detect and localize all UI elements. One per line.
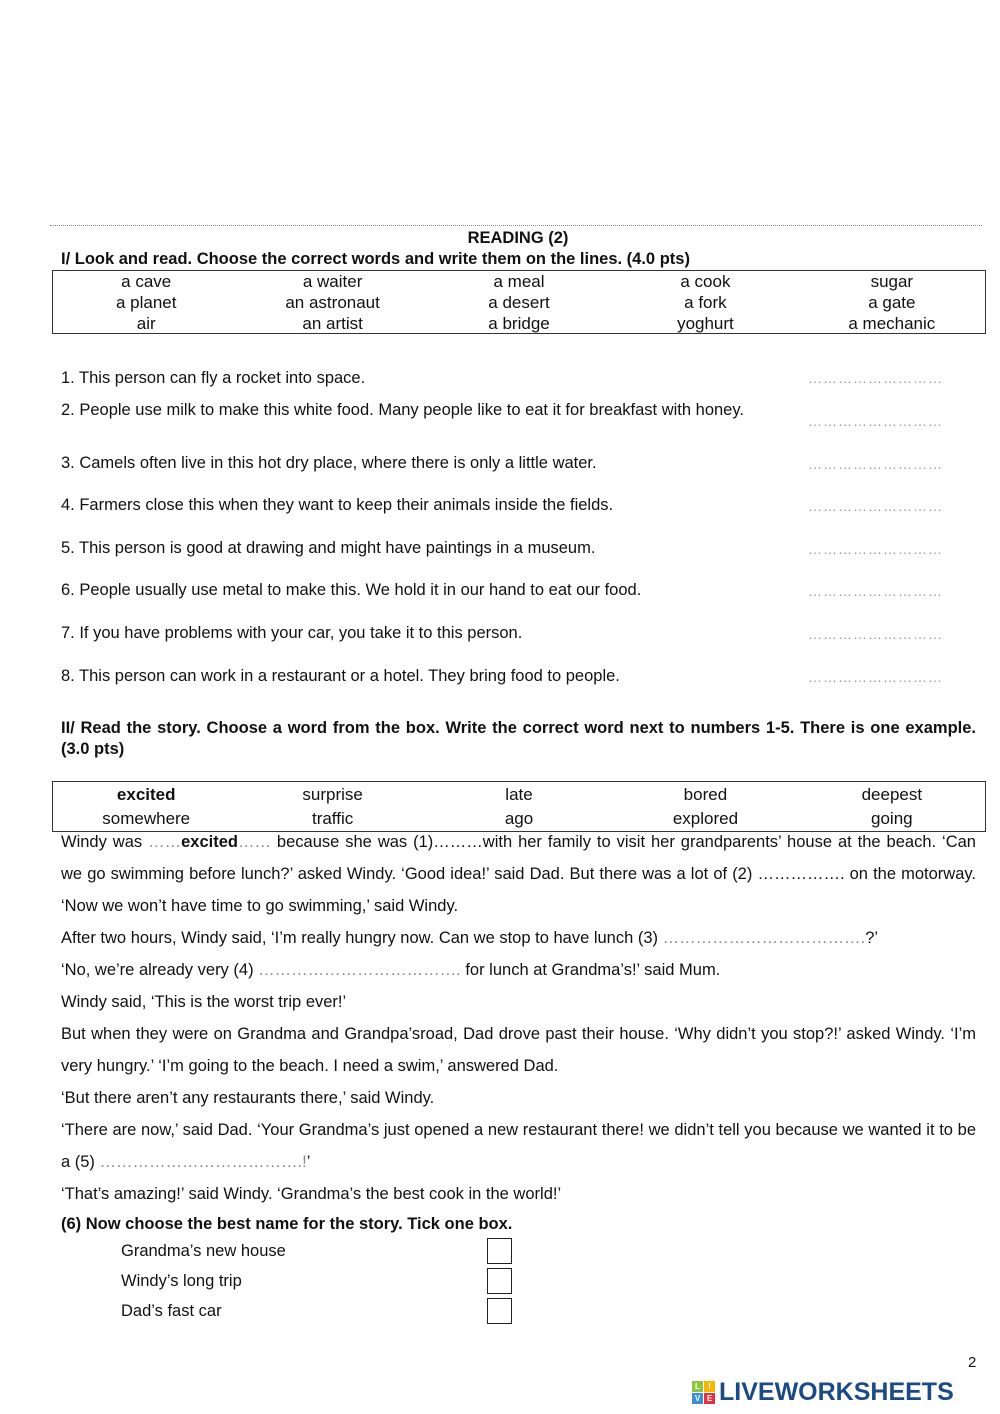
- word: going: [871, 809, 913, 828]
- word-row: [53, 784, 985, 805]
- word: a cave: [121, 272, 172, 291]
- word: a gate: [868, 293, 916, 312]
- story-section: [61, 826, 976, 1326]
- answer-input-2[interactable]: ………………………: [808, 413, 943, 429]
- word: a desert: [488, 293, 550, 312]
- question-6: 6. People usually use metal to make this. We hold it in our hand to eat our food.: [61, 581, 642, 599]
- story-paragraph: [61, 954, 976, 986]
- liveworksheets-logo: [692, 1378, 954, 1407]
- word: a planet: [115, 293, 177, 312]
- story-paragraph: [61, 826, 976, 922]
- question-4: 4. Farmers close this when they want to keep their animals inside the fields.: [61, 496, 614, 514]
- dots: ……: [237, 833, 271, 851]
- word: traffic: [311, 809, 354, 828]
- word: sugar: [870, 272, 914, 291]
- story-text: [61, 826, 976, 1210]
- word: deepest: [861, 785, 923, 804]
- tile: E: [704, 1393, 715, 1404]
- story-paragraph: [61, 1114, 976, 1178]
- text: ‘There are now,’ said Dad. ‘Your Grandma’s just opened a new restaurant there! we didn’t tell you because we wanted it to be a (5): [61, 1121, 976, 1171]
- text: for lunch at Grandma’s!’ said Mum.: [460, 961, 721, 979]
- answer-input-1[interactable]: ………………………: [808, 370, 943, 386]
- question-1: 1. This person can fly a rocket into space.: [61, 369, 366, 387]
- word: a fork: [684, 293, 727, 312]
- tile: L: [692, 1381, 703, 1392]
- option-row: [61, 1296, 976, 1326]
- word: explored: [672, 809, 739, 828]
- option-label: Grandma’s new house: [121, 1241, 286, 1260]
- tick-box-3[interactable]: [487, 1298, 512, 1324]
- page-title: READING (2): [467, 229, 569, 247]
- word-box-2: [52, 781, 986, 832]
- question-7: 7. If you have problems with your car, you take it to this person.: [61, 624, 523, 642]
- logo-tiles-icon: [692, 1381, 715, 1404]
- word: late: [505, 785, 533, 804]
- word: an astronaut: [285, 293, 380, 312]
- word: ago: [504, 809, 534, 828]
- answer-input-4[interactable]: ………………………: [808, 498, 943, 514]
- word: an artist: [302, 314, 363, 333]
- option-row: [61, 1266, 976, 1296]
- part1-heading: I/ Look and read. Choose the correct words and write them on the lines. (4.0 pts): [61, 250, 690, 268]
- text: Windy was: [61, 833, 149, 851]
- answer-input-3[interactable]: ………………………: [808, 456, 943, 472]
- word-box-1: [52, 270, 986, 334]
- question-5: 5. This person is good at drawing and might have paintings in a museum.: [61, 539, 596, 557]
- example-answer: excited: [181, 833, 238, 851]
- question-6-heading: (6) Now choose the best name for the story. Tick one box.: [61, 1215, 513, 1233]
- word: surprise: [302, 785, 363, 804]
- word: a waiter: [302, 272, 363, 291]
- word: yoghurt: [677, 314, 734, 333]
- word-row: [53, 292, 985, 313]
- story-paragraph: But when they were on Grandma and Grandpa’sroad, Dad drove past their house. ‘Why didn’t you stop?!’ asked Windy. ‘I’m very hungry.’ ‘I’m going to the beach. I need a swim,’ answered Dad.: [61, 1025, 976, 1075]
- part2-heading: II/ Read the story. Choose a word from the box. Write the correct word next to numbers 1-5. There is one example. (3.0 pts): [61, 719, 976, 758]
- tick-box-1[interactable]: [487, 1238, 512, 1264]
- answer-input-story-3[interactable]: ……………………………….: [662, 929, 866, 947]
- text: ?’: [865, 929, 879, 947]
- tile: I: [704, 1381, 715, 1392]
- option-label: Dad’s fast car: [121, 1301, 222, 1320]
- option-row: [61, 1236, 976, 1266]
- answer-input-story-5[interactable]: ……………………………….!: [99, 1153, 307, 1171]
- answer-input-7[interactable]: ………………………: [808, 626, 943, 642]
- text: After two hours, Windy said, ‘I’m really hungry now. Can we stop to have lunch (3): [61, 929, 663, 947]
- story-paragraph: Windy said, ‘This is the worst trip ever!’: [61, 993, 347, 1011]
- answer-input-story-4[interactable]: ……………………………….: [258, 961, 461, 979]
- word: a cook: [680, 272, 731, 291]
- question-2: 2. People use milk to make this white food. Many people like to eat it for breakfast with honey.: [61, 401, 744, 419]
- tick-box-2[interactable]: [487, 1268, 512, 1294]
- answer-input-8[interactable]: ………………………: [808, 669, 943, 685]
- word: a meal: [493, 272, 545, 291]
- option-label: Windy’s long trip: [121, 1271, 242, 1290]
- word: a bridge: [488, 314, 550, 333]
- answer-input-6[interactable]: ………………………: [808, 583, 943, 599]
- text: ‘No, we’re already very (4): [61, 961, 259, 979]
- divider: [50, 225, 982, 226]
- story-paragraph: ‘But there aren’t any restaurants there,’ said Windy.: [61, 1089, 435, 1107]
- word: a mechanic: [848, 314, 936, 333]
- question-3: 3. Camels often live in this hot dry place, where there is only a little water.: [61, 454, 597, 472]
- page-number: 2: [968, 1354, 977, 1371]
- word-example: excited: [116, 785, 176, 804]
- word-row: [53, 313, 985, 334]
- answer-input-5[interactable]: ………………………: [808, 541, 943, 557]
- tile: V: [692, 1393, 703, 1404]
- text: ’: [306, 1153, 311, 1171]
- text: because she was (1)………with her family to visit her grandparents’ house at the beach. ‘Can we go swimming before lunch?’ asked Windy. ‘Good idea!’ said Dad. But there was a lot of (2) ……………. on the motorway. ‘Now we won’t have time to go swimming,’ said Windy.: [61, 833, 976, 915]
- dots: ……: [148, 833, 182, 851]
- question-8: 8. This person can work in a restaurant or a hotel. They bring food to people.: [61, 667, 620, 685]
- story-paragraph: [61, 922, 976, 954]
- word: bored: [683, 785, 728, 804]
- word: somewhere: [102, 809, 191, 828]
- story-paragraph: ‘That’s amazing!’ said Windy. ‘Grandma’s the best cook in the world!’: [61, 1185, 562, 1203]
- word: air: [136, 314, 156, 333]
- word-row: [53, 271, 985, 292]
- logo-text: LIVEWORKSHEETS: [719, 1378, 954, 1406]
